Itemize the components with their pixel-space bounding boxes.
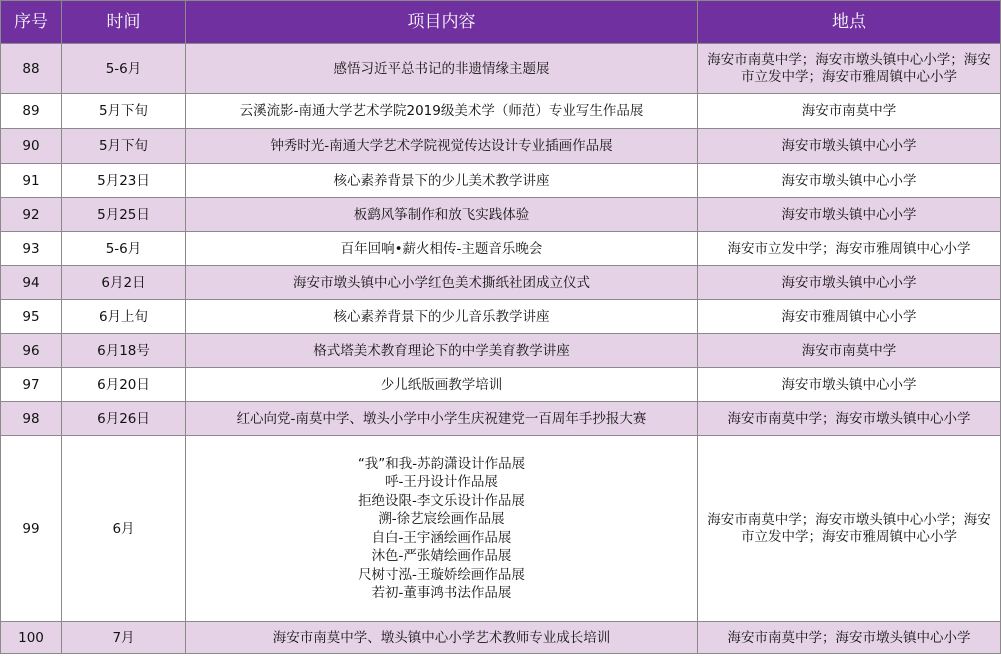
table-row (1, 334, 1001, 368)
exhibition-line: 拒绝设限-李文乐设计作品展 (358, 492, 525, 509)
row-content: 云溪流影-南通大学艺术学院2019级美术学（师范）专业写生作品展 (186, 94, 698, 129)
table-row (1, 164, 1001, 198)
row-content: 钟秀时光-南通大学艺术学院视觉传达设计专业插画作品展 (186, 129, 698, 164)
row-location: 海安市雅周镇中心小学 (698, 300, 1001, 334)
row-number: 100 (1, 622, 62, 654)
header-location: 地点 (698, 1, 1001, 44)
exhibition-line: 若初-董事鸿书法作品展 (371, 585, 512, 601)
table-row (1, 232, 1001, 266)
header-number: 序号 (1, 1, 62, 44)
row-location: 海安市南莫中学 (698, 94, 1001, 129)
row-content: 板鹞风筝制作和放飞实践体验 (186, 198, 698, 232)
exhibition-line: 自白-王宇涵绘画作品展 (371, 529, 512, 546)
row-content: 核心素养背景下的少儿音乐教学讲座 (186, 300, 698, 334)
row-time: 5月23日 (62, 164, 186, 198)
row-time: 7月 (62, 622, 186, 654)
table-row (1, 436, 1001, 622)
row-number: 92 (1, 198, 62, 232)
row-content: 海安市墩头镇中心小学红色美术撕纸社团成立仪式 (186, 266, 698, 300)
row-location: 海安市南莫中学；海安市墩头镇中心小学 (698, 402, 1001, 436)
row-content: 少儿纸版画教学培训 (186, 368, 698, 402)
table-row (1, 622, 1001, 654)
row-location: 海安市立发中学；海安市雅周镇中心小学 (698, 232, 1001, 266)
row-time: 6月2日 (62, 266, 186, 300)
exhibition-line: 沐色-严张婧绘画作品展 (371, 548, 512, 564)
row-content: 百年回响•薪火相传-主题音乐晚会 (186, 232, 698, 266)
row-location: 海安市南莫中学；海安市墩头镇中心小学；海安市立发中学；海安市雅周镇中心小学 (698, 436, 1001, 622)
table-row (1, 300, 1001, 334)
row-number: 88 (1, 44, 62, 94)
header-row (1, 1, 1001, 44)
row-location: 海安市墩头镇中心小学 (698, 368, 1001, 402)
row-time: 5月下旬 (62, 129, 186, 164)
row-content (186, 436, 698, 622)
row-number: 95 (1, 300, 62, 334)
header-time: 时间 (62, 1, 186, 44)
table-body (1, 44, 1001, 654)
exhibition-line: 溯-徐艺宸绘画作品展 (378, 511, 505, 527)
row-location: 海安市墩头镇中心小学 (698, 266, 1001, 300)
row-number: 98 (1, 402, 62, 436)
exhibition-line: 尺树寸泓-王璇娇绘画作品展 (358, 566, 525, 583)
row-time: 5月下旬 (62, 94, 186, 129)
row-location: 海安市南莫中学；海安市墩头镇中心小学 (698, 622, 1001, 654)
row-time: 5月25日 (62, 198, 186, 232)
header-content: 项目内容 (186, 1, 698, 44)
table-row (1, 198, 1001, 232)
table-row (1, 368, 1001, 402)
table-row (1, 94, 1001, 129)
row-location: 海安市墩头镇中心小学 (698, 198, 1001, 232)
row-location: 海安市南莫中学 (698, 334, 1001, 368)
table-row (1, 266, 1001, 300)
row-number: 89 (1, 94, 62, 129)
table-row (1, 129, 1001, 164)
row-time: 6月26日 (62, 402, 186, 436)
row-time: 5-6月 (62, 44, 186, 94)
row-number: 93 (1, 232, 62, 266)
table-row (1, 44, 1001, 94)
row-number: 97 (1, 368, 62, 402)
row-content: 感悟习近平总书记的非遗情缘主题展 (186, 44, 698, 94)
exhibition-line: 呼-王丹设计作品展 (385, 474, 498, 490)
row-number: 90 (1, 129, 62, 164)
row-location: 海安市南莫中学；海安市墩头镇中心小学；海安市立发中学；海安市雅周镇中心小学 (698, 44, 1001, 94)
row-number: 96 (1, 334, 62, 368)
exhibition-line: “我”和我-苏韵潇设计作品展 (357, 455, 526, 472)
row-content: 格式塔美术教育理论下的中学美育教学讲座 (186, 334, 698, 368)
row-time: 6月上旬 (62, 300, 186, 334)
table-row (1, 402, 1001, 436)
row-time: 6月 (62, 436, 186, 622)
row-number: 91 (1, 164, 62, 198)
row-number: 94 (1, 266, 62, 300)
row-content: 核心素养背景下的少儿美术教学讲座 (186, 164, 698, 198)
row-time: 5-6月 (62, 232, 186, 266)
row-time: 6月18号 (62, 334, 186, 368)
row-content: 红心向党-南莫中学、墩头小学中小学生庆祝建党一百周年手抄报大赛 (186, 402, 698, 436)
table-header (1, 1, 1001, 44)
row-number: 99 (1, 436, 62, 622)
row-location: 海安市墩头镇中心小学 (698, 129, 1001, 164)
row-content: 海安市南莫中学、墩头镇中心小学艺术教师专业成长培训 (186, 622, 698, 654)
row-location: 海安市墩头镇中心小学 (698, 164, 1001, 198)
row-time: 6月20日 (62, 368, 186, 402)
